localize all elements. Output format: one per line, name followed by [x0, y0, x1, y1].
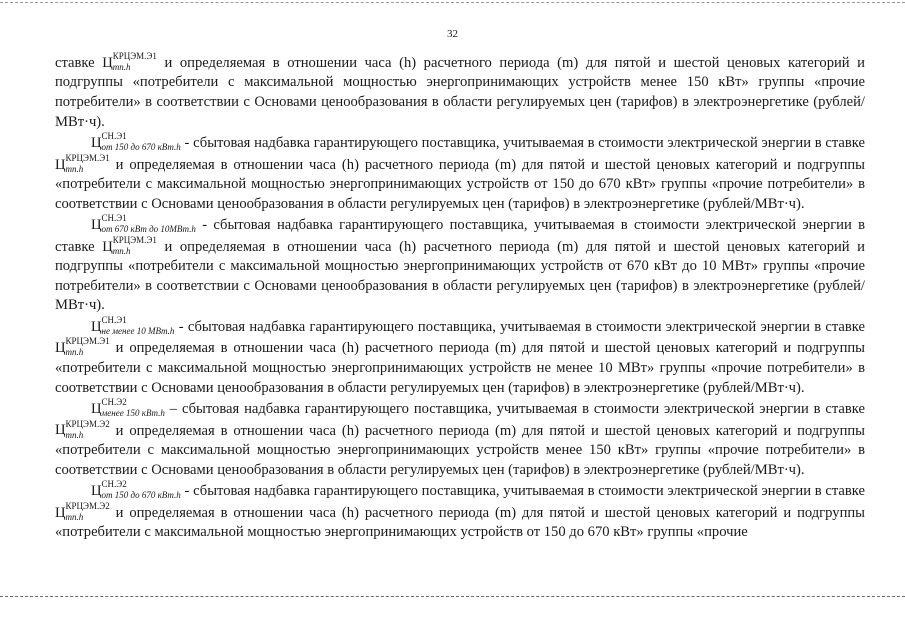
- tariff-symbol: [55, 418, 110, 440]
- paragraph-text: и определяемая в отношении часа (h) расчетного периода (m) для пятой и шестой ценовых категорий и подгруппы «потребители с максимальной мощностью энергопринимающих устройств менее 150 кВт» группы «прочие потребители» в соответствии с Основами ценообразования в области регулируемых цен (тарифов) в электроэнергетике (рублей/МВт·ч).: [55, 54, 865, 130]
- tariff-symbol: [55, 500, 110, 522]
- tariff-subscript: от 670 кВт до 10МВт.h: [101, 224, 196, 235]
- tariff-symbol-letter: Ц: [55, 340, 66, 357]
- tariff-symbol: [55, 336, 110, 358]
- tariff-symbol-letter: Ц: [55, 504, 66, 521]
- tariff-subscript: тп.h: [65, 429, 84, 440]
- tariff-symbol-indices: [102, 132, 181, 152]
- paragraph: [55, 52, 865, 132]
- tariff-superscript: СН.Э2: [101, 397, 127, 408]
- tariff-symbol: [91, 315, 175, 337]
- paragraph-text: и определяемая в отношении часа (h) расчетного периода (m) для пятой и шестой ценовых категорий и подгруппы «потребители с максимальной мощностью энергопринимающих устройств не менее 10 МВт» группы «прочие потребители» в соответствии с Основами ценообразования в области регулируемых цен (тарифов) в электроэнергетике (рублей/МВт·ч).: [55, 340, 865, 396]
- tariff-subscript: тп.h: [65, 347, 84, 358]
- tariff-superscript: КРЦЭМ.Э1: [112, 51, 157, 61]
- tariff-symbol-letter: Ц: [91, 135, 102, 152]
- tariff-subscript: тп.h: [112, 62, 131, 72]
- paragraph: [55, 316, 865, 398]
- tariff-subscript: тп.h: [65, 163, 84, 174]
- tariff-symbol-indices: [102, 316, 175, 336]
- paragraph-text: и определяемая в отношении часа (h) расчетного периода (m) для пятой и шестой ценовых категорий и подгруппы «потребители с максимальной мощностью энергопринимающих устройств менее 150 кВт» группы «прочие потребители» в соответствии с Основами ценообразования в области регулируемых цен (тарифов) в электроэнергетике (рублей/МВт·ч).: [55, 422, 865, 478]
- tariff-symbol-letter: Ц: [91, 318, 102, 335]
- paragraph-text: - сбытовая надбавка гарантирующего поставщика, учитываемая в стоимости электрической энергии в ставке: [55, 217, 865, 255]
- paragraph: [55, 132, 865, 214]
- tariff-symbol-letter: Ц: [55, 422, 66, 439]
- tariff-symbol-indices: [102, 480, 181, 500]
- paragraph-text: - сбытовая надбавка гарантирующего поставщика, учитываемая в стоимости электрической энергии в ставке: [180, 483, 865, 500]
- tariff-symbol-indices: [66, 337, 110, 357]
- tariff-symbol-indices: [66, 420, 110, 440]
- tariff-symbol-letter: Ц: [91, 400, 102, 417]
- tariff-symbol: [91, 479, 181, 501]
- paragraph-text: - сбытовая надбавка гарантирующего поставщика, учитываемая в стоимости электрической энергии в ставке: [174, 318, 865, 335]
- tariff-superscript: СН.Э2: [101, 479, 127, 490]
- tariff-superscript: КРЦЭМ.Э1: [65, 152, 110, 163]
- paragraph-text: – сбытовая надбавка гарантирующего поставщика, учитываемая в стоимости электрической энергии в ставке: [164, 400, 865, 417]
- tariff-superscript: СН.Э1: [101, 213, 127, 224]
- tariff-symbol-letter: Ц: [102, 54, 113, 71]
- tariff-symbol: [55, 152, 110, 174]
- tariff-subscript: от 150 до 670 кВт.h: [101, 142, 181, 153]
- tariff-symbol-indices: [66, 502, 110, 522]
- paragraph-text: и определяемая в отношении часа (h) расчетного периода (m) для пятой и шестой ценовых категорий и подгруппы «потребители с максимальной мощностью энергопринимающих устройств от 670 кВт до 10 МВт» группы «прочие потребители» в соответствии с Основами ценообразования в области регулируемых цен (тарифов) в электроэнергетике (рублей/МВт·ч).: [55, 238, 865, 314]
- paragraph: [55, 214, 865, 316]
- tariff-superscript: СН.Э1: [101, 131, 127, 142]
- tariff-symbol-indices: [102, 214, 196, 234]
- paragraph: [55, 480, 865, 543]
- tariff-symbol-indices: [113, 52, 157, 72]
- tariff-symbol: [91, 131, 181, 153]
- page-number: 32: [447, 28, 458, 40]
- paragraph: [55, 398, 865, 480]
- paragraph-text: - сбытовая надбавка гарантирующего поставщика, учитываемая в стоимости электрической энергии в ставке: [180, 135, 865, 152]
- tariff-subscript: не менее 10 МВт.h: [101, 326, 175, 337]
- tariff-superscript: СН.Э1: [101, 315, 127, 326]
- tariff-symbol: [91, 397, 165, 419]
- tariff-symbol-indices: [113, 236, 157, 256]
- tariff-symbol-letter: Ц: [102, 238, 113, 255]
- page-top-border: [0, 2, 905, 3]
- tariff-superscript: КРЦЭМ.Э1: [65, 336, 110, 347]
- tariff-symbol-indices: [102, 398, 165, 418]
- tariff-subscript: от 150 до 670 кВт.h: [101, 490, 181, 501]
- document-body: [55, 52, 865, 543]
- tariff-symbol: [102, 51, 157, 72]
- tariff-symbol-letter: Ц: [91, 217, 102, 234]
- page-bottom-border: [0, 596, 905, 597]
- tariff-symbol-letter: Ц: [55, 156, 66, 173]
- tariff-symbol-indices: [66, 154, 110, 174]
- tariff-symbol-letter: Ц: [91, 483, 102, 500]
- tariff-superscript: КРЦЭМ.Э2: [65, 418, 110, 429]
- tariff-subscript: менее 150 кВт.h: [101, 408, 165, 419]
- paragraph-text: ставке: [55, 54, 103, 71]
- tariff-subscript: тп.h: [65, 511, 84, 522]
- tariff-symbol: [102, 234, 157, 256]
- paragraph-text: и определяемая в отношении часа (h) расчетного периода (m) для пятой и шестой ценовых категорий и подгруппы «потребители с максимальной мощностью энергопринимающих устройств от 150 до 670 кВт» группы «прочие потребители» в соответствии с Основами ценообразования в области регулируемых цен (тарифов) в электроэнергетике (рублей/МВт·ч).: [55, 156, 865, 212]
- tariff-symbol: [91, 213, 196, 235]
- paragraph-text: и определяемая в отношении часа (h) расчетного периода (m) для пятой и шестой ценовых категорий и подгруппы «потребители с максимальной мощностью энергопринимающих устройств от 150 до 670 кВт» группы «прочие: [55, 504, 865, 541]
- tariff-subscript: тп.h: [112, 245, 131, 256]
- tariff-superscript: КРЦЭМ.Э2: [65, 500, 110, 511]
- tariff-superscript: КРЦЭМ.Э1: [112, 234, 157, 245]
